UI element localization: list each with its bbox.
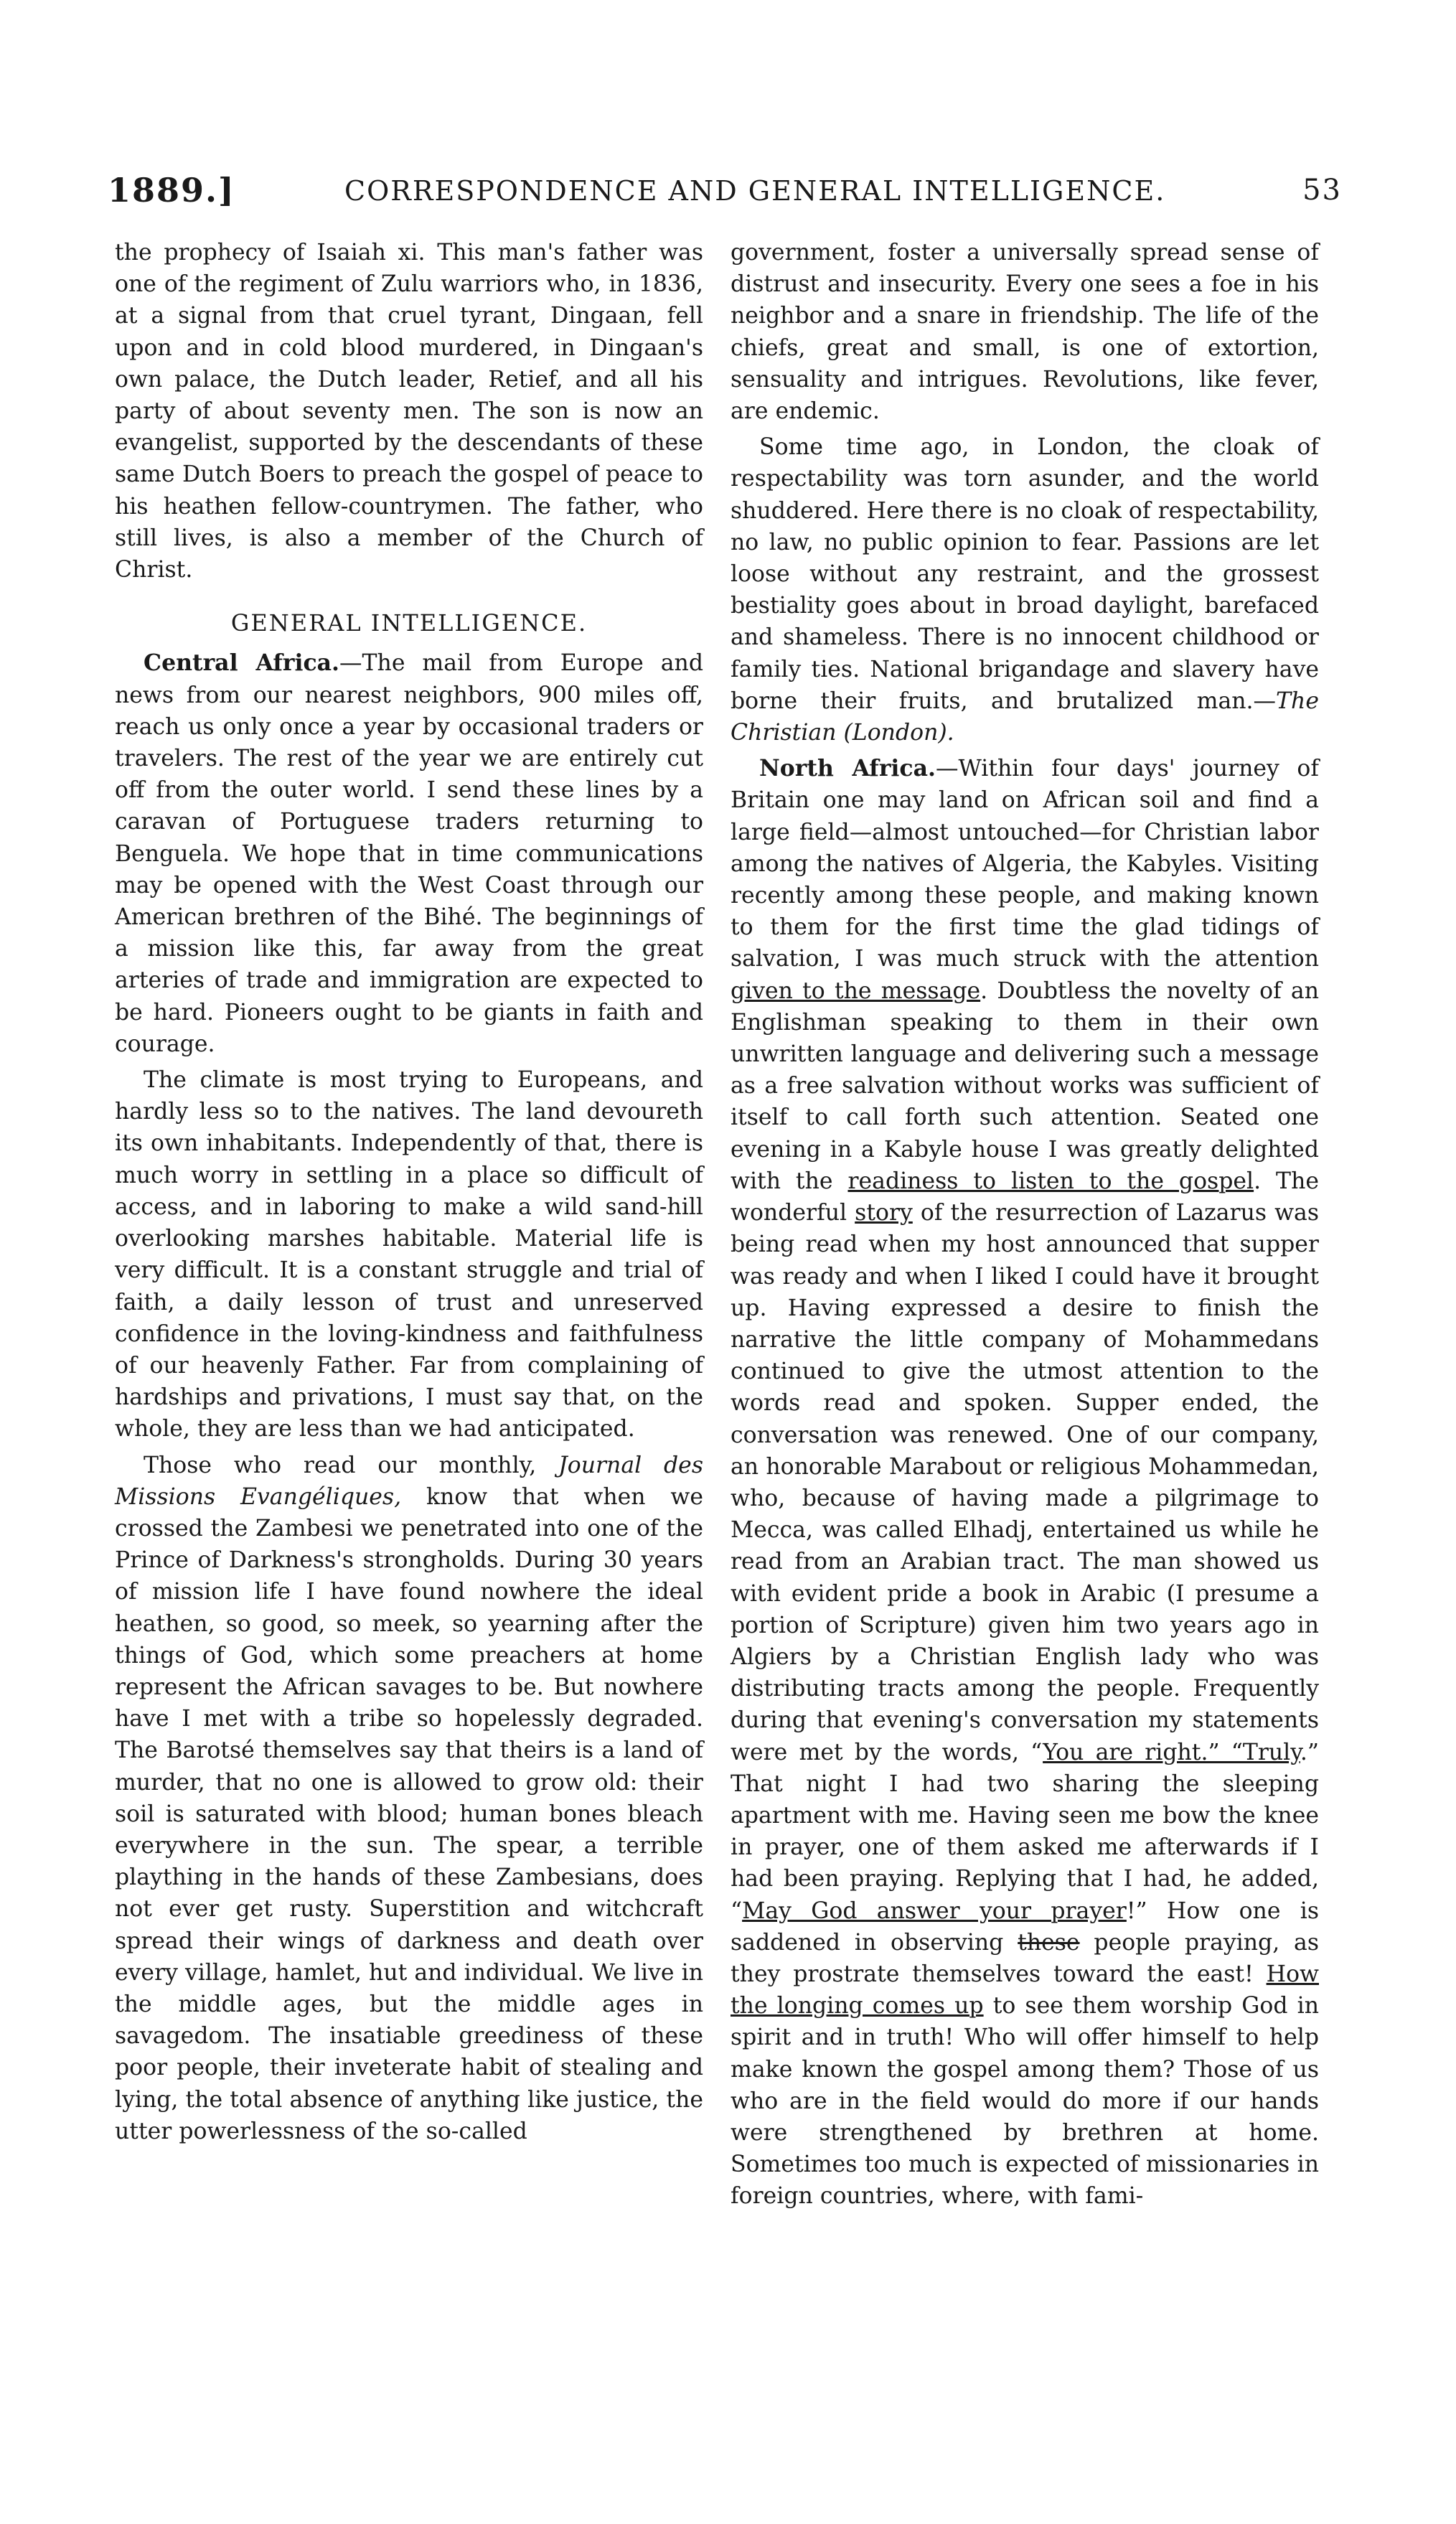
page-number: 53 — [1302, 174, 1342, 207]
london-source: The Christian (London). — [731, 688, 1319, 746]
central-africa-lead: Central Africa. — [144, 649, 340, 677]
north-africa-text-f: !” How one is saddened in observing — [731, 1897, 1319, 1956]
north-africa-text-h: to see them worship God in spirit and in truth! Who will offer himself to help make known the gospel among them? Those of us who are in the field would do more if our hands were strengthened by brethren at home. Sometimes too much is expected of missionaries in foreign countries, where, with fami- — [731, 1993, 1319, 2210]
journal-text-b: know that when we crossed the Zambesi we penetrated into one of the Prince of Darkness's strongholds. During 30 years of mission life I have found nowhere the ideal heathen, so good, so meek, so yearning after the things of God, which some preachers at home represent the African savages to be. But nowhere have I met with a tribe so hopelessly degraded. The Barotsé themselves say that theirs is a land of murder, that no one is allowed to grow old: their soil is saturated with blood; human bones bleach everywhere in the sun. The spear, a terrible plaything in the hands of these Zambesians, does not ever get rusty. Superstition and witchcraft spread their wings of darkness and death over every village, hamlet, hut and individual. We live in the middle ages, but the middle ages in savagedom. The insatiable greediness of these poor people, their inveterate habit of stealing and lying, the total absence of anything like justice, the utter powerlessness of the so-called — [115, 1483, 703, 2144]
paragraph-journal — [115, 1450, 703, 2147]
underline-truly: You are right.” “Truly — [1043, 1739, 1300, 1765]
running-header — [108, 171, 1342, 214]
underline-prayer: May God answer your prayer — [742, 1897, 1127, 1924]
north-africa-text-g: people praying, as they prostrate themselves toward the east! — [731, 1929, 1319, 1987]
underline-story: story — [855, 1200, 913, 1226]
north-africa-text-b: . Doubtless the novelty of an Englishman speaking to them in their own unwritten language and delivering such a message as a free salvation without works was sufficient of itself to call forth such attention. Seated one evening in a Kabyle house I was greatly delighted with the — [731, 977, 1320, 1194]
north-africa-lead: North Africa. — [759, 755, 936, 782]
paragraph-government: government, foster a universally spread sense of distrust and insecurity. Every one sees a foe in his neighbor and a snare in friendship. The life of the chiefs, great and small, is one of extortion, sensuality and intrigues. Revolutions, like fever, are endemic. — [731, 240, 1319, 425]
north-africa-text-e: .” That night I had two sharing the sleeping apartment with me. Having seen me bow the knee in prayer, one of them asked me afterwards if I had been praying. Replying that I had, he added, “ — [731, 1739, 1319, 1924]
journal-title: Journal des Missions Evangéliques, — [115, 1452, 703, 1510]
north-africa-text-a: —Within four days' journey of Britain one may land on African soil and find a large field—almost untouched—for Christian labor among the natives of Algeria, the Kabyles. Visiting recently among these people, and making known to them for the first time the glad tidings of salvation, I was much struck with the attention — [731, 756, 1320, 972]
paragraph-north-africa — [731, 753, 1319, 2212]
header-title: CORRESPONDENCE AND GENERAL INTELLIGENCE. — [344, 175, 1166, 207]
underline-message: given to the message — [731, 977, 981, 1004]
underline-readiness: readiness to listen to the gospel — [847, 1168, 1254, 1194]
underline-longing: How the longing comes up — [731, 1961, 1319, 2019]
north-africa-text-c: . The wonderful — [731, 1168, 1319, 1226]
journal-text-a: Those who read our monthly, — [144, 1452, 559, 1478]
paragraph-zulu-evangelist: the prophecy of Isaiah xi. This man's father was one of the regiment of Zulu warriors who, in 1836, at a signal from that cruel tyrant, Dingaan, fell upon and in cold blood murdered, in Dingaan's own palace, the Dutch leader, Retief, and all his party of about seventy men. The son is now an evangelist, supported by the descendants of these same Dutch Boers to preach the gospel of peace to his heathen fellow-countrymen. The father, who still lives, is also a member of the Church of Christ. — [115, 240, 703, 583]
section-heading: GENERAL INTELLIGENCE. — [230, 609, 588, 637]
paragraph-london — [731, 431, 1319, 749]
central-africa-text: —The mail from Europe and news from our nearest neighbors, 900 miles off, reach us only once a year by occasional traders or travelers. The rest of the year we are entirely cut off from the outer world. I send these lines by a caravan of Portuguese traders returning to Benguela. We hope that in time communications may be opened with the West Coast through our American brethren of the Bihé. The beginnings of a mission like this, far away from the great arteries of trade and immigration are expected to be hard. Pioneers ought to be giants in faith and courage. — [115, 650, 703, 1057]
left-column — [115, 237, 703, 2152]
header-year: 1889.] — [108, 171, 235, 210]
paragraph-central-africa — [115, 647, 703, 1060]
north-africa-text-d: of the resurrection of Lazarus was being read when my host announced that supper was ready and when I liked I could have it brought up. Having expressed a desire to finish the narrative the little company of Mohammedans continued to give the utmost attention to the words read and spoken. Supper ended, the conversation was renewed. One of our company, an honorable Marabout or religious Mohammedan, who, because of having made a pilgrimage to Mecca, was called Elhadj, entertained us while he read from an Arabian tract. The man showed us with evident pride a book in Arabic (I presume a portion of Scripture) given him two years ago in Algiers by a Christian English lady who was distributing tracts among the people. Frequently during that evening's conversation my statements were met by the words, “ — [731, 1200, 1319, 1765]
right-column — [731, 237, 1319, 2217]
struck-word: these — [1018, 1929, 1080, 1956]
london-text: Some time ago, in London, the cloak of respectability was torn asunder, and the world shuddered. Here there is no cloak of respectability, no law, no public opinion to fear. Passions are let loose without any restraint, and the grossest bestiality goes about in broad daylight, barefaced and shameless. There is no innocent childhood or family ties. National brigandage and slavery have borne their fruits, and brutalized man.— — [731, 434, 1319, 714]
paragraph-climate: The climate is most trying to Europeans, and hardly less so to the natives. The land devoureth its own inhabitants. Independently of that, there is much worry in settling in a place so difficult of access, and in laboring to make a wild sand-hill overlooking marshes habitable. Material life is very difficult. It is a constant struggle and trial of faith, a daily lesson of trust and unreserved confidence in the loving-kindness and faithfulness of our heavenly Father. Far from complaining of hardships and privations, I must say that, on the whole, they are less than we had anticipated. — [115, 1067, 703, 1442]
